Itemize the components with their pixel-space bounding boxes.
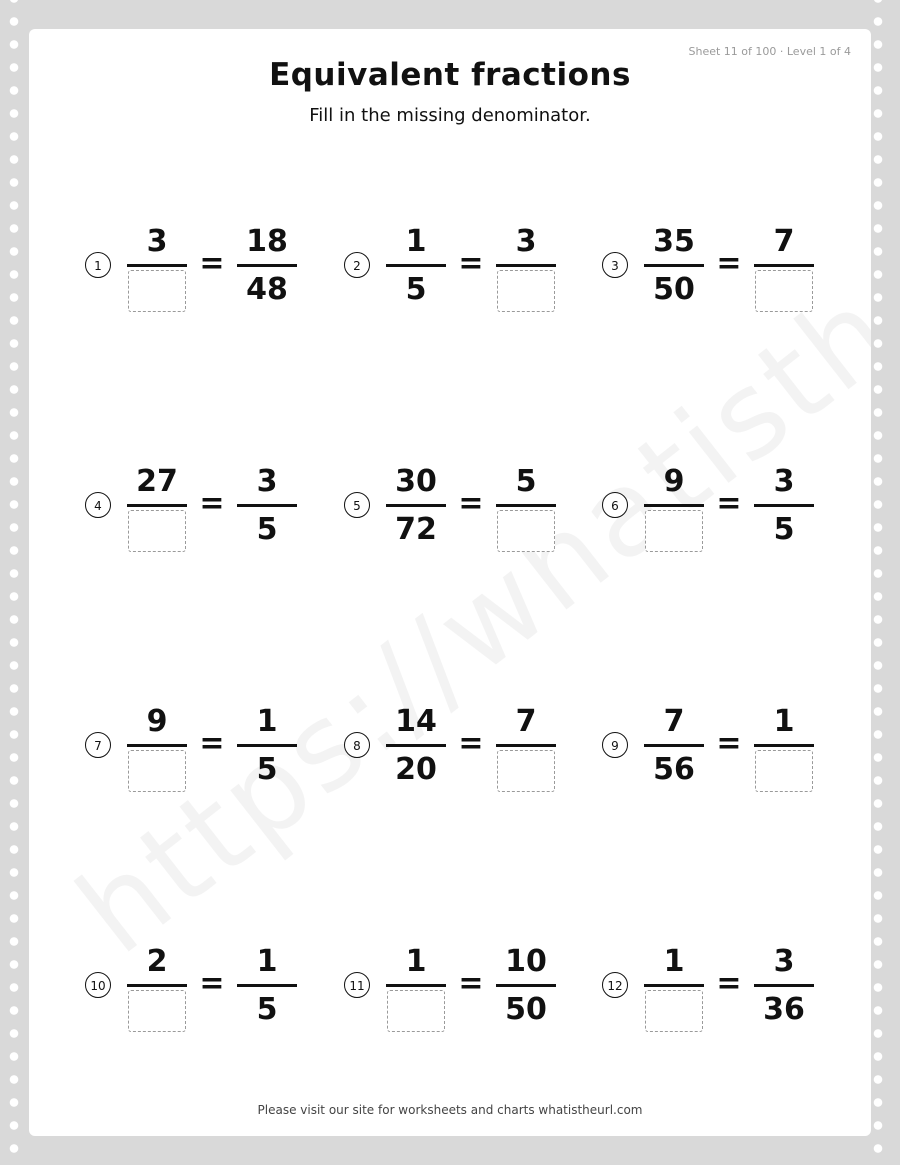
problem-number: 5 — [344, 492, 370, 518]
fraction-bar — [127, 744, 187, 747]
answer-box[interactable] — [755, 270, 813, 312]
numerator: 3 — [515, 224, 537, 259]
left-fraction — [127, 931, 187, 1041]
answer-box[interactable] — [128, 750, 186, 792]
denominator: 50 — [653, 272, 695, 307]
dotted-border-left — [9, 0, 19, 1165]
problem-10 — [85, 931, 315, 1041]
problem-number: 12 — [602, 972, 628, 998]
denominator: 72 — [395, 512, 437, 547]
page-title: Equivalent fractions — [269, 57, 631, 93]
numerator: 3 — [146, 224, 168, 259]
denominator: 20 — [395, 752, 437, 787]
fraction-bar — [386, 984, 446, 987]
right-fraction — [754, 211, 814, 321]
right-fraction — [237, 691, 297, 801]
problem-9 — [602, 691, 832, 801]
fraction-bar — [644, 744, 704, 747]
right-fraction — [496, 451, 556, 561]
watermark — [53, 256, 871, 980]
problem-1 — [85, 211, 315, 321]
right-fraction — [237, 451, 297, 561]
numerator: 3 — [773, 464, 795, 499]
left-fraction — [644, 211, 704, 321]
numerator: 7 — [515, 704, 537, 739]
fraction-bar — [754, 504, 814, 507]
denominator: 50 — [505, 992, 547, 1027]
fraction-bar — [644, 504, 704, 507]
fraction-bar — [496, 264, 556, 267]
numerator: 3 — [773, 944, 795, 979]
equals-sign: = — [199, 966, 225, 1001]
problem-number: 7 — [85, 732, 111, 758]
problem-8 — [344, 691, 574, 801]
right-fraction — [754, 691, 814, 801]
fraction-bar — [237, 264, 297, 267]
left-fraction — [644, 691, 704, 801]
denominator: 36 — [763, 992, 805, 1027]
denominator: 56 — [653, 752, 695, 787]
fraction-bar — [496, 504, 556, 507]
right-fraction — [754, 451, 814, 561]
answer-box[interactable] — [387, 990, 445, 1032]
numerator: 9 — [146, 704, 168, 739]
footer-note: Please visit our site for worksheets and charts whatistheurl.com — [257, 1103, 643, 1117]
answer-box[interactable] — [497, 270, 555, 312]
problem-2 — [344, 211, 574, 321]
numerator: 1 — [405, 224, 427, 259]
problem-number: 2 — [344, 252, 370, 278]
fraction-bar — [754, 264, 814, 267]
dotted-border-right — [873, 0, 883, 1165]
numerator: 18 — [246, 224, 288, 259]
problem-number: 11 — [344, 972, 370, 998]
numerator: 1 — [256, 944, 278, 979]
fraction-bar — [386, 264, 446, 267]
right-fraction — [496, 691, 556, 801]
left-fraction — [127, 211, 187, 321]
equals-sign: = — [458, 726, 484, 761]
answer-box[interactable] — [497, 750, 555, 792]
sheet-level-info: Sheet 11 of 100 · Level 1 of 4 — [688, 45, 851, 58]
problem-number: 1 — [85, 252, 111, 278]
answer-box[interactable] — [755, 750, 813, 792]
equals-sign: = — [458, 966, 484, 1001]
fraction-bar — [386, 744, 446, 747]
equals-sign: = — [716, 726, 742, 761]
left-fraction — [386, 691, 446, 801]
problem-number: 8 — [344, 732, 370, 758]
worksheet-page — [29, 29, 871, 1136]
numerator: 1 — [663, 944, 685, 979]
numerator: 3 — [256, 464, 278, 499]
answer-box[interactable] — [128, 270, 186, 312]
instructions: Fill in the missing denominator. — [309, 105, 591, 126]
numerator: 1 — [256, 704, 278, 739]
numerator: 2 — [146, 944, 168, 979]
numerator: 30 — [395, 464, 437, 499]
denominator: 5 — [256, 512, 278, 547]
denominator: 5 — [256, 992, 278, 1027]
fraction-bar — [237, 984, 297, 987]
problem-6 — [602, 451, 832, 561]
numerator: 1 — [773, 704, 795, 739]
problem-number: 10 — [85, 972, 111, 998]
equals-sign: = — [458, 246, 484, 281]
fraction-bar — [644, 984, 704, 987]
left-fraction — [644, 931, 704, 1041]
left-fraction — [386, 211, 446, 321]
problem-4 — [85, 451, 315, 561]
equals-sign: = — [199, 246, 225, 281]
denominator: 5 — [773, 512, 795, 547]
equals-sign: = — [716, 246, 742, 281]
fraction-bar — [754, 744, 814, 747]
numerator: 5 — [515, 464, 537, 499]
fraction-bar — [496, 984, 556, 987]
answer-box[interactable] — [497, 510, 555, 552]
fraction-bar — [644, 264, 704, 267]
problem-number: 6 — [602, 492, 628, 518]
left-fraction — [127, 691, 187, 801]
right-fraction — [237, 931, 297, 1041]
denominator: 5 — [256, 752, 278, 787]
equals-sign: = — [199, 486, 225, 521]
problem-3 — [602, 211, 832, 321]
right-fraction — [754, 931, 814, 1041]
right-fraction — [496, 931, 556, 1041]
numerator: 9 — [663, 464, 685, 499]
problem-7 — [85, 691, 315, 801]
numerator: 7 — [773, 224, 795, 259]
fraction-bar — [127, 984, 187, 987]
fraction-bar — [496, 744, 556, 747]
fraction-bar — [237, 744, 297, 747]
fraction-bar — [754, 984, 814, 987]
numerator: 1 — [405, 944, 427, 979]
answer-box[interactable] — [645, 990, 703, 1032]
left-fraction — [386, 451, 446, 561]
numerator: 35 — [653, 224, 695, 259]
equals-sign: = — [716, 486, 742, 521]
fraction-bar — [127, 264, 187, 267]
problem-number: 3 — [602, 252, 628, 278]
equals-sign: = — [199, 726, 225, 761]
problem-12 — [602, 931, 832, 1041]
numerator: 10 — [505, 944, 547, 979]
equals-sign: = — [716, 966, 742, 1001]
fraction-bar — [386, 504, 446, 507]
fraction-bar — [127, 504, 187, 507]
problem-5 — [344, 451, 574, 561]
left-fraction — [386, 931, 446, 1041]
answer-box[interactable] — [128, 510, 186, 552]
fraction-bar — [237, 504, 297, 507]
denominator: 5 — [405, 272, 427, 307]
numerator: 7 — [663, 704, 685, 739]
numerator: 27 — [136, 464, 178, 499]
left-fraction — [127, 451, 187, 561]
right-fraction — [496, 211, 556, 321]
problem-11 — [344, 931, 574, 1041]
right-fraction — [237, 211, 297, 321]
numerator: 14 — [395, 704, 437, 739]
problem-number: 4 — [85, 492, 111, 518]
denominator: 48 — [246, 272, 288, 307]
answer-box[interactable] — [645, 510, 703, 552]
left-fraction — [644, 451, 704, 561]
problem-number: 9 — [602, 732, 628, 758]
answer-box[interactable] — [128, 990, 186, 1032]
equals-sign: = — [458, 486, 484, 521]
